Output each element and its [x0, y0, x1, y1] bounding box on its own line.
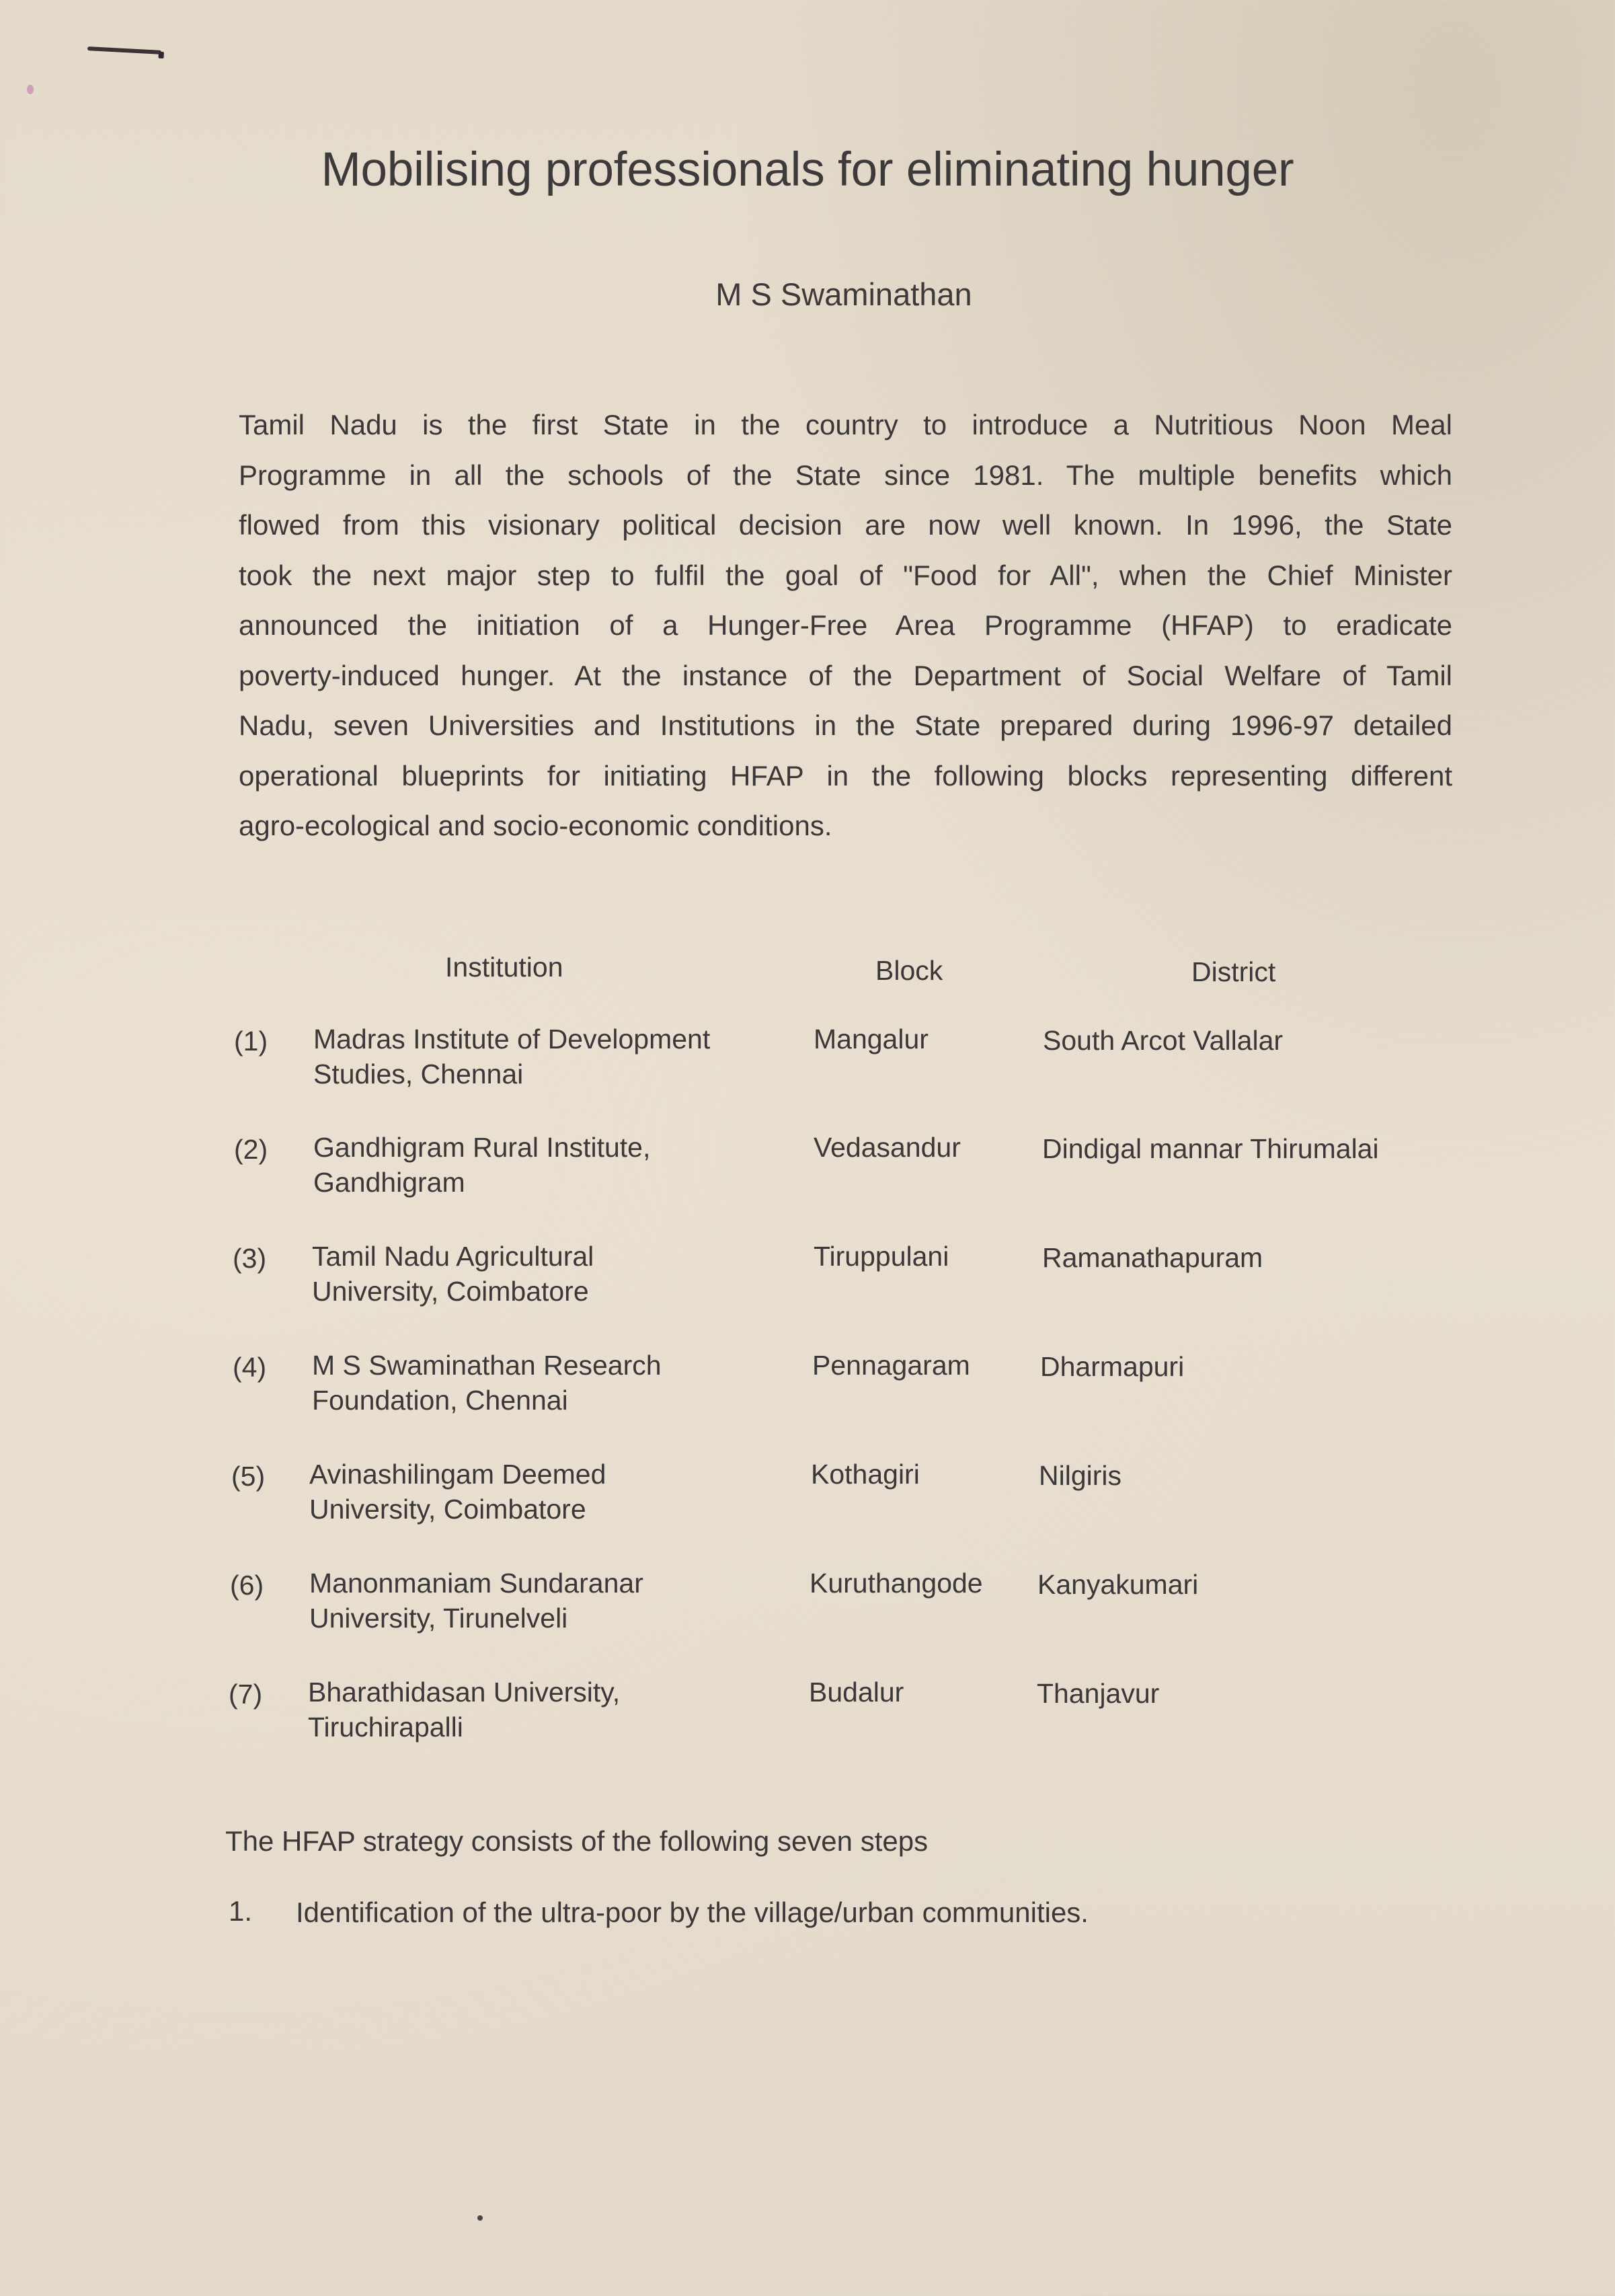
- row-number: (5): [231, 1461, 266, 1492]
- institution-name-line1: Madras Institute of Development: [313, 1024, 711, 1055]
- paragraph-line: took the next major step to fulfil the goal of "Food for All", when the Chief Minister: [239, 559, 1452, 591]
- paragraph-line: Nadu, seven Universities and Institutions in the State prepared during 1996-97 detailed: [239, 710, 1452, 741]
- step-number: 1.: [229, 1895, 253, 1927]
- ink-dot: [477, 2215, 483, 2221]
- paragraph-line: agro-ecological and socio-economic conditions.: [239, 810, 832, 841]
- ink-spot: [27, 85, 34, 94]
- paragraph-line: announced the initiation of a Hunger-Free Area Programme (HFAP) to eradicate: [239, 609, 1452, 641]
- district-name: Dindigal mannar Thirumalai: [1042, 1133, 1379, 1164]
- intro-paragraph: [239, 400, 1452, 851]
- institution-name-line1: Avinashilingam Deemed: [309, 1459, 606, 1490]
- row-number: (7): [229, 1679, 263, 1710]
- row-number: (1): [234, 1026, 268, 1057]
- author-name: M S Swaminathan: [715, 276, 972, 312]
- strategy-intro: The HFAP strategy consists of the following seven steps: [225, 1825, 929, 1857]
- institution-name-line2: Gandhigram: [313, 1167, 465, 1198]
- row-number: (2): [234, 1134, 268, 1165]
- institution-name-line2: University, Tirunelveli: [309, 1603, 568, 1634]
- pen-mark: [87, 46, 161, 54]
- header-institution: Institution: [445, 952, 563, 983]
- institution-name-line2: Studies, Chennai: [313, 1059, 524, 1089]
- block-name: Pennagaram: [812, 1350, 970, 1381]
- district-name: South Arcot Vallalar: [1043, 1025, 1284, 1056]
- paragraph-line: poverty-induced hunger. At the instance of the Department of Social Welfare of Tamil: [239, 659, 1452, 691]
- institution-name-line2: University, Coimbatore: [309, 1494, 586, 1525]
- district-name: Thanjavur: [1037, 1678, 1160, 1709]
- paragraph-line: Programme in all the schools of the State since 1981. The multiple benefits which: [239, 459, 1452, 491]
- row-number: (6): [230, 1570, 264, 1601]
- district-name: Ramanathapuram: [1042, 1242, 1263, 1273]
- block-name: Budalur: [809, 1677, 904, 1708]
- institution-name-line1: Bharathidasan University,: [308, 1677, 621, 1708]
- institution-name-line1: M S Swaminathan Research: [312, 1350, 662, 1381]
- document-title: Mobilising professionals for eliminating hunger: [321, 143, 1294, 196]
- paragraph-line: Tamil Nadu is the first State in the country to introduce a Nutritious Noon Meal: [239, 409, 1452, 441]
- institution-name-line2: Foundation, Chennai: [312, 1385, 568, 1416]
- step-text: Identification of the ultra-poor by the village/urban communities.: [296, 1897, 1089, 1928]
- row-number: (4): [233, 1352, 267, 1383]
- paragraph-line: operational blueprints for initiating HFAP in the following blocks representing different: [239, 759, 1452, 792]
- header-district: District: [1191, 956, 1276, 987]
- institution-name-line1: Tamil Nadu Agricultural: [312, 1241, 594, 1272]
- institution-name-line2: Tiruchirapalli: [308, 1712, 463, 1743]
- institution-name-line1: Gandhigram Rural Institute,: [313, 1132, 651, 1163]
- block-name: Kuruthangode: [810, 1568, 983, 1599]
- district-name: Dharmapuri: [1040, 1351, 1185, 1382]
- row-number: (3): [233, 1243, 267, 1274]
- district-name: Kanyakumari: [1037, 1569, 1199, 1600]
- paragraph-line: flowed from this visionary political decision are now well known. In 1996, the State: [239, 509, 1452, 541]
- block-name: Vedasandur: [814, 1132, 961, 1163]
- header-block: Block: [875, 955, 943, 986]
- district-name: Nilgiris: [1039, 1460, 1121, 1491]
- institution-name-line1: Manonmaniam Sundaranar: [309, 1568, 643, 1599]
- block-name: Tiruppulani: [814, 1241, 949, 1272]
- block-name: Mangalur: [814, 1024, 929, 1055]
- block-name: Kothagiri: [811, 1459, 920, 1490]
- institution-name-line2: University, Coimbatore: [312, 1276, 589, 1307]
